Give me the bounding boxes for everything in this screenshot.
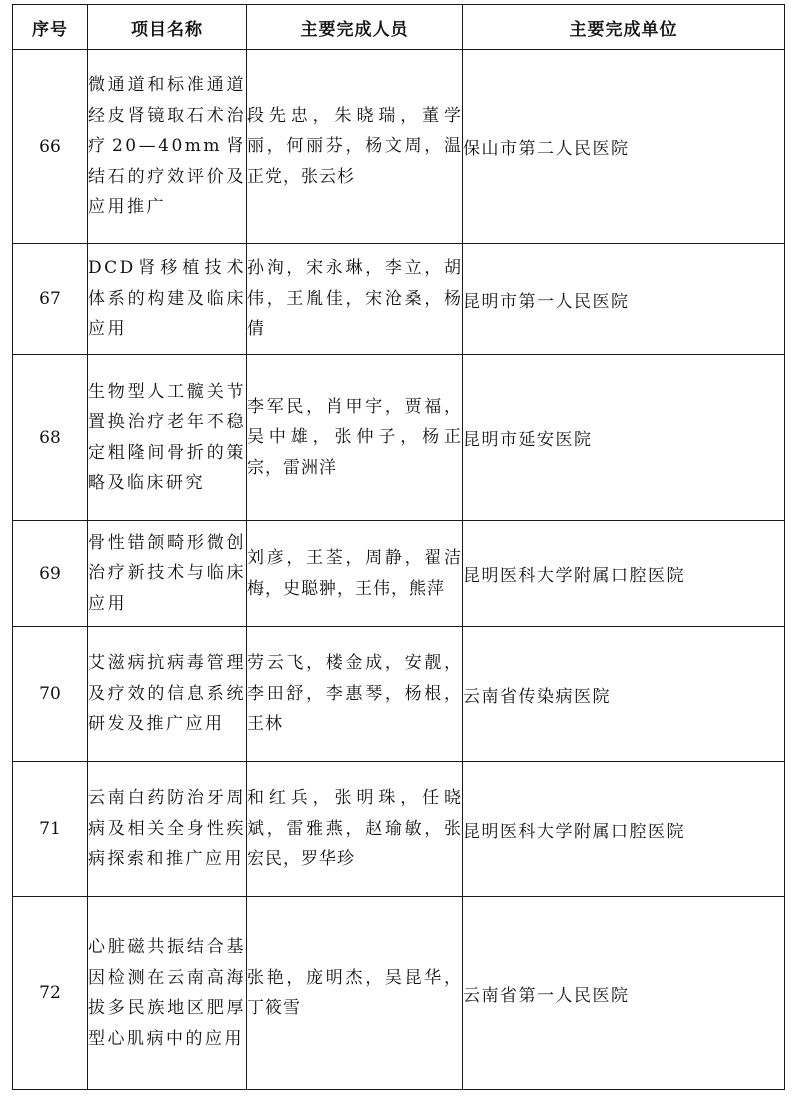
project-name: 云南白药防治牙周病及相关全身性疾病探索和推广应用 <box>88 762 247 897</box>
main-people: 和红兵，张明珠，任晓斌，雷雅燕，赵瑜敏，张宏民，罗华珍 <box>247 762 463 897</box>
table-row <box>13 50 785 244</box>
main-people: 李军民，肖甲宇，贾福，吴中雄，张仲子，杨正宗，雷洲洋 <box>247 355 463 521</box>
main-unit: 云南省传染病医院 <box>463 627 785 762</box>
project-name: 心脏磁共振结合基因检测在云南高海拔多民族地区肥厚型心肌病中的应用 <box>88 897 247 1090</box>
header-project-name: 项目名称 <box>88 5 247 50</box>
table-row <box>13 244 785 355</box>
main-unit: 昆明市延安医院 <box>463 355 785 521</box>
header-main-unit: 主要完成单位 <box>463 5 785 50</box>
table-row <box>13 762 785 897</box>
project-name: 生物型人工髋关节置换治疗老年不稳定粗隆间骨折的策略及临床研究 <box>88 355 247 521</box>
main-unit: 昆明医科大学附属口腔医院 <box>463 762 785 897</box>
table-row <box>13 627 785 762</box>
row-number: 69 <box>13 521 88 627</box>
main-unit: 保山市第二人民医院 <box>463 50 785 244</box>
header-row <box>13 5 785 50</box>
main-unit: 昆明市第一人民医院 <box>463 244 785 355</box>
header-main-people: 主要完成人员 <box>247 5 463 50</box>
main-people: 段先忠，朱晓瑞，董学丽，何丽芬，杨文周，温正党，张云杉 <box>247 50 463 244</box>
project-name: 骨性错颌畸形微创治疗新技术与临床应用 <box>88 521 247 627</box>
row-number: 71 <box>13 762 88 897</box>
table-body <box>13 50 785 1090</box>
row-number: 70 <box>13 627 88 762</box>
main-unit: 云南省第一人民医院 <box>463 897 785 1090</box>
main-people: 孙洵，宋永琳，李立，胡伟，王胤佳，宋沧桑，杨倩 <box>247 244 463 355</box>
project-name: 艾滋病抗病毒管理及疗效的信息系统研发及推广应用 <box>88 627 247 762</box>
row-number: 67 <box>13 244 88 355</box>
table-row <box>13 521 785 627</box>
main-people: 劳云飞，楼金成，安靓，李田舒，李惠琴，杨根，王林 <box>247 627 463 762</box>
main-people: 张艳，庞明杰，吴昆华，丁筱雪 <box>247 897 463 1090</box>
row-number: 68 <box>13 355 88 521</box>
row-number: 66 <box>13 50 88 244</box>
table-header <box>13 5 785 50</box>
row-number: 72 <box>13 897 88 1090</box>
awards-table <box>12 4 785 1090</box>
table-row <box>13 897 785 1090</box>
project-name: 微通道和标准通道经皮肾镜取石术治疗20—40mm肾结石的疗效评价及应用推广 <box>88 50 247 244</box>
main-unit: 昆明医科大学附属口腔医院 <box>463 521 785 627</box>
project-name: DCD肾移植技术体系的构建及临床应用 <box>88 244 247 355</box>
main-people: 刘彦，王荃，周静，翟洁梅，史聪翀，王伟，熊萍 <box>247 521 463 627</box>
table-row <box>13 355 785 521</box>
header-no: 序号 <box>13 5 88 50</box>
